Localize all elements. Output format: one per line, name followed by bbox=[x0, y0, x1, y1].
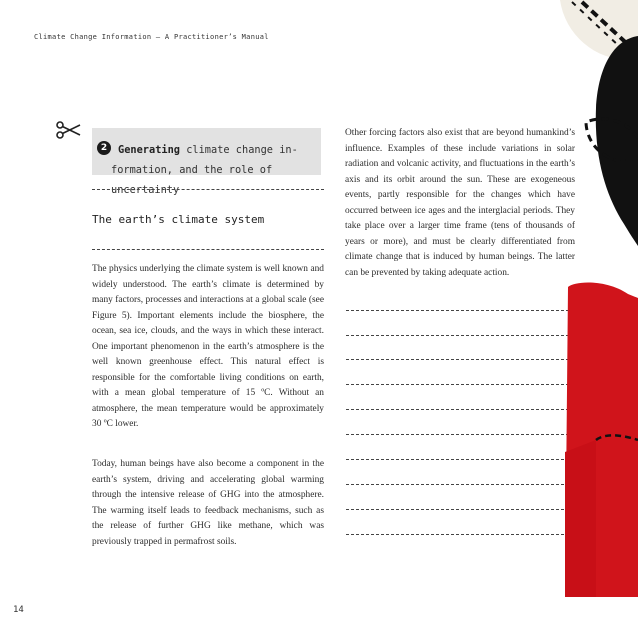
note-line bbox=[346, 484, 574, 485]
left-paragraph-2: Today, human beings have also become a component in the earth’s system, driving and accelerating global warming through the intensive release of GHG into the atmosphere. The warming itself leads to feedback mechanisms, such as the release of further GHG like methane, which was previously trapped in permafrost soils. bbox=[92, 459, 324, 547]
dashed-red-arc bbox=[596, 435, 638, 440]
divider-dashed bbox=[92, 249, 324, 250]
note-line bbox=[346, 434, 574, 435]
section-title-line2: formation, and the role of uncertainty bbox=[111, 164, 273, 196]
striped-arc-decoration bbox=[560, 0, 638, 62]
section-number-badge: 2 bbox=[97, 141, 111, 155]
page-number: 14 bbox=[13, 605, 24, 615]
black-shape bbox=[596, 36, 638, 246]
note-line bbox=[346, 409, 574, 410]
section-title-bold: Generating bbox=[118, 144, 180, 156]
divider-dashed bbox=[92, 189, 324, 190]
note-line bbox=[346, 509, 574, 510]
running-header: Climate Change Information – A Practitioner’s Manual bbox=[34, 33, 269, 41]
red-piece-lower bbox=[565, 440, 596, 597]
note-line bbox=[346, 534, 574, 535]
red-block bbox=[565, 283, 638, 597]
note-line bbox=[346, 359, 574, 360]
note-line bbox=[346, 310, 574, 311]
right-paragraph-1: Other forcing factors also exist that are beyond humankind’s influence. Examples of these include variations in solar radiation and volcanic activity, and fluctuations in the earth’s axis and its orbit around the sun. These are exogeneous events, partly responsible for the changes which have occurred between ice ages and the interglacial periods. They take place over a larger time frame (tens of thousands of years or more), and must be clearly differentiated from climate change that is induced by human beings. The latter can be prevented by taking adequate action. bbox=[345, 128, 575, 278]
left-paragraph-1: The physics underlying the climate system is well known and widely understood. The earth’s climate is determined by many factors, processes and interactions at a global scale (see Figure 5). Important elements include the biosphere, the ocean, sea ice, clouds, and the ways in which these interact. One important phenomenon in the earth’s atmosphere is the well known greenhouse effect. This natural effect is responsible for the comfortable living conditions on earth, with a mean global temperature of 15 ºC. Without an atmosphere, the mean temperature would be approximately 30 ºC lower. bbox=[92, 264, 324, 429]
section-title bbox=[111, 140, 323, 200]
note-line bbox=[346, 384, 574, 385]
note-line bbox=[346, 459, 574, 460]
scissors-icon bbox=[56, 121, 82, 139]
note-line bbox=[346, 335, 574, 336]
subheading: The earth’s climate system bbox=[92, 213, 265, 226]
section-title-line1-rest: climate change in- bbox=[180, 144, 298, 156]
dashed-arc bbox=[586, 119, 638, 160]
